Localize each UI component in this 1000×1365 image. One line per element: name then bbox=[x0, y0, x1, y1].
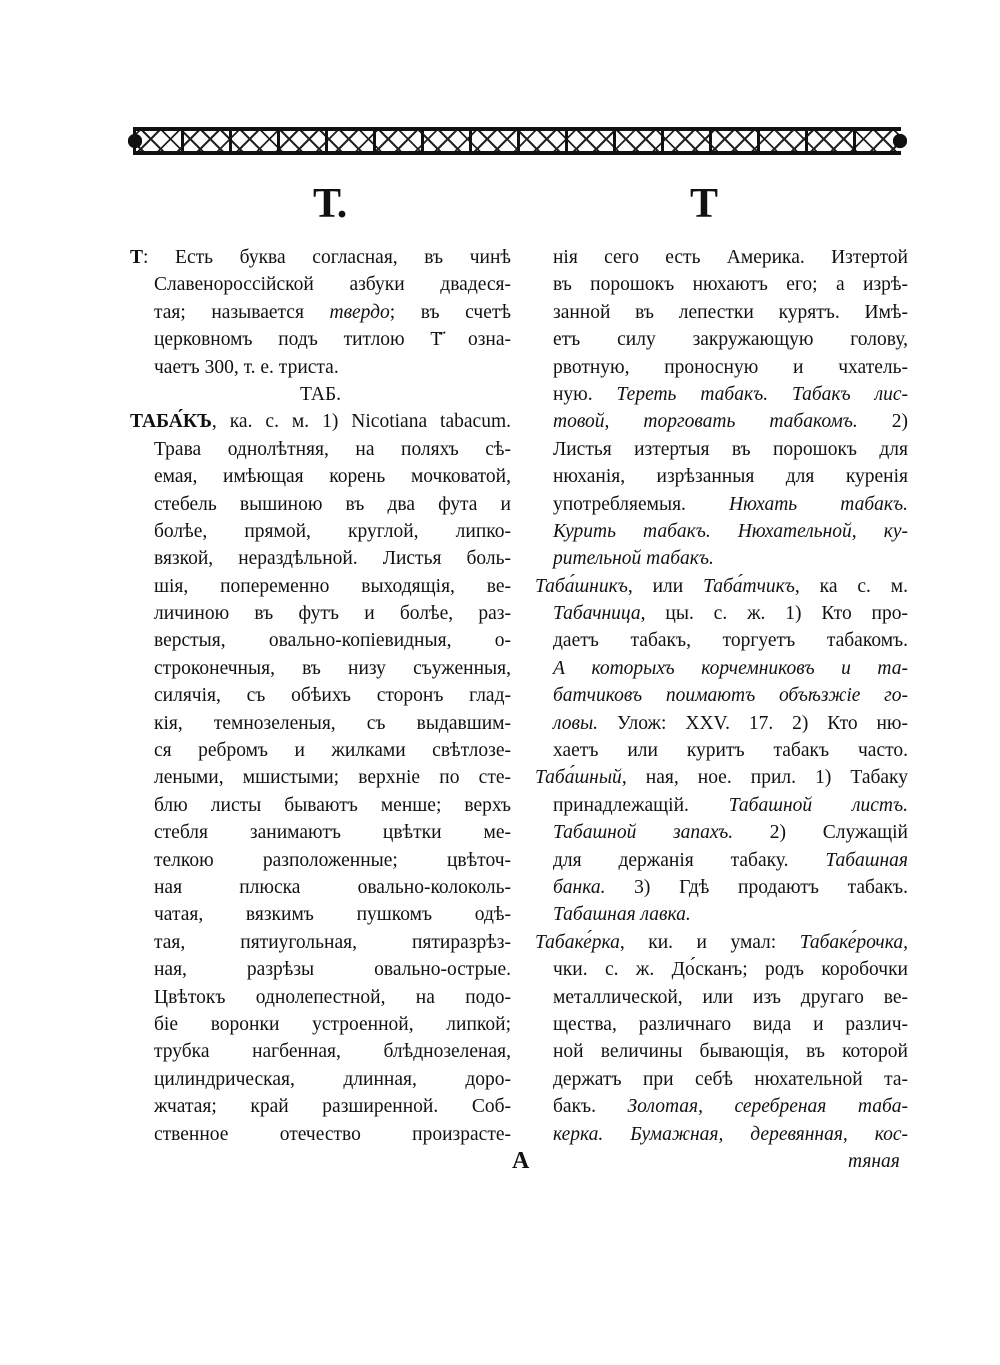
italic-example: ловы. bbox=[553, 712, 599, 734]
text-run: ной величины бывающія, въ которой bbox=[553, 1041, 908, 1063]
text-line bbox=[130, 271, 511, 298]
italic-example: батчиковъ поимаютъ объѣзжіе го- bbox=[553, 685, 908, 707]
italic-example: Таба́тчикъ bbox=[703, 575, 795, 597]
text-line bbox=[535, 436, 908, 463]
text-line bbox=[535, 381, 908, 408]
text-line bbox=[535, 737, 908, 764]
text-run: чатая, вязкимъ пушкомъ одѣ- bbox=[154, 904, 511, 926]
text-run: Славенороссійской азбуки двадеся- bbox=[154, 274, 511, 296]
text-line bbox=[130, 956, 511, 983]
italic-example: Табашной запахъ. bbox=[553, 822, 734, 844]
text-run: 3) Гдѣ продаютъ табакъ. bbox=[605, 876, 908, 898]
text-run: Листья изтертыя въ порошокъ для bbox=[553, 438, 908, 460]
text-run: , bbox=[604, 411, 644, 433]
text-run: нюханія, изрѣзанныя для куренія bbox=[553, 466, 908, 488]
text-line bbox=[130, 491, 511, 518]
text-run: занной въ лепестки курятъ. Имѣ- bbox=[553, 301, 908, 323]
text-line bbox=[130, 901, 511, 928]
text-run: ТАБ. bbox=[299, 383, 342, 405]
text-line bbox=[130, 326, 511, 353]
text-run: шія, попеременно выходящія, ве- bbox=[154, 575, 511, 597]
text-run: , ки. и умал: bbox=[619, 931, 800, 953]
italic-example: Табашной листъ. bbox=[728, 794, 908, 816]
text-line bbox=[130, 600, 511, 627]
text-run: бакъ. bbox=[553, 1096, 628, 1118]
text-run: вязкой, нераздѣльной. Листья боль- bbox=[154, 548, 511, 570]
italic-example: рительной табакъ. bbox=[553, 548, 714, 570]
text-line bbox=[130, 545, 511, 572]
text-run: 2) bbox=[857, 411, 909, 433]
text-run: ственное отечество произрасте- bbox=[154, 1123, 511, 1145]
text-run: етъ силу закружающую голову, bbox=[553, 329, 908, 351]
text-run: , ка с. м. bbox=[794, 575, 908, 597]
text-run: , или bbox=[627, 575, 704, 597]
text-line bbox=[130, 847, 511, 874]
text-run: : Есть буква согласная, въ чинѣ bbox=[143, 247, 511, 268]
text-line bbox=[130, 792, 511, 819]
text-run: кія, темнозеленыя, съ выдавшим- bbox=[154, 712, 511, 734]
text-run: трубка нагбенная, блѣднозеленая, bbox=[154, 1041, 511, 1063]
italic-example: Тереть табакъ. Табакъ лис- bbox=[616, 383, 908, 405]
ornament-end-right bbox=[893, 125, 907, 157]
headword: Т bbox=[130, 247, 144, 268]
text-line bbox=[130, 436, 511, 463]
italic-example: Табашная bbox=[825, 849, 908, 871]
italic-example: Курить табакъ. Нюхательной, ку- bbox=[553, 520, 908, 542]
text-run: принадлежащій. bbox=[553, 794, 729, 816]
text-line bbox=[535, 682, 908, 709]
text-line bbox=[130, 1011, 511, 1038]
italic-example: товой bbox=[553, 411, 605, 433]
signature-mark: А bbox=[512, 1148, 530, 1174]
ornament-end-left bbox=[128, 125, 142, 157]
text-line bbox=[535, 408, 908, 435]
text-line bbox=[130, 463, 511, 490]
text-line bbox=[130, 874, 511, 901]
text-line bbox=[535, 1011, 908, 1038]
text-line bbox=[535, 463, 908, 490]
text-run: употребляемыя. bbox=[553, 493, 730, 515]
text-line bbox=[535, 518, 908, 545]
italic-example: Золотая, серебреная таба- bbox=[627, 1096, 908, 1118]
text-line bbox=[130, 764, 511, 791]
text-run: ную. bbox=[553, 383, 617, 405]
left-column bbox=[130, 244, 511, 1148]
text-line bbox=[130, 627, 511, 654]
text-line bbox=[535, 244, 908, 271]
text-run: ная плюска овально-колоколь- bbox=[154, 876, 511, 898]
text-run: жчатая; край разширенной. Соб- bbox=[154, 1096, 511, 1118]
text-line bbox=[130, 1038, 511, 1065]
text-run: чаетъ 300, т. е. триста. bbox=[154, 356, 339, 378]
text-line bbox=[535, 956, 908, 983]
text-run: для держанія табаку. bbox=[553, 849, 826, 871]
italic-example: керка. Бумажная, деревянная, кос- bbox=[553, 1123, 908, 1145]
text-line bbox=[130, 682, 511, 709]
text-line bbox=[535, 929, 908, 956]
text-line bbox=[535, 573, 908, 600]
italic-example: Таба́шный bbox=[535, 767, 622, 789]
text-run: тая; называется bbox=[154, 301, 330, 323]
text-run: ся ребромъ и жилками свѣтлозе- bbox=[154, 740, 511, 762]
catchword: тяная bbox=[848, 1151, 900, 1172]
text-run: блю листы бываютъ менше; верхъ bbox=[154, 794, 511, 816]
text-run: хаетъ или куритъ табакъ часто. bbox=[553, 740, 908, 762]
text-line bbox=[535, 655, 908, 682]
text-line bbox=[130, 1121, 511, 1148]
italic-example: торговать табакомъ. bbox=[643, 411, 858, 433]
text-run: верстыя, овально-копіевидныя, о- bbox=[154, 630, 511, 652]
text-run: металлической, или изъ другаго ве- bbox=[553, 986, 908, 1008]
text-line bbox=[535, 901, 908, 928]
text-line bbox=[535, 326, 908, 353]
text-line bbox=[535, 627, 908, 654]
running-head-right: Т bbox=[690, 181, 719, 227]
text-run: болѣе, прямой, круглой, липко- bbox=[154, 520, 511, 542]
text-run: емая, имѣющая корень мочковатой, bbox=[154, 466, 511, 488]
text-line bbox=[535, 491, 908, 518]
italic-example: Таба́шникъ bbox=[535, 575, 628, 597]
text-line bbox=[535, 354, 908, 381]
text-line bbox=[535, 764, 908, 791]
text-run: Улож: XXV. 17. 2) Кто ню- bbox=[598, 712, 908, 734]
text-run: рвотную, проносную и чхатель- bbox=[553, 356, 908, 378]
text-run: Трава однолѣтняя, на поляхъ сѣ- bbox=[154, 438, 511, 460]
text-run: ная, разрѣзы овально-острые. bbox=[154, 959, 511, 981]
italic-example: Табаке́рочка, bbox=[799, 931, 908, 953]
text-line bbox=[130, 737, 511, 764]
text-line bbox=[130, 518, 511, 545]
text-line bbox=[535, 1093, 908, 1120]
italic-example: Табашная лавка. bbox=[553, 904, 691, 926]
text-run: 2) Служащій bbox=[733, 822, 908, 844]
text-line bbox=[130, 1066, 511, 1093]
text-line bbox=[130, 710, 511, 737]
text-line bbox=[130, 244, 511, 271]
text-line bbox=[130, 381, 511, 408]
header-ornament-band bbox=[133, 127, 901, 155]
text-line bbox=[130, 929, 511, 956]
text-run: стебель вышиною въ два фута и bbox=[154, 493, 511, 515]
text-run: церковномъ подъ титлою Т҃ озна- bbox=[154, 329, 511, 351]
text-line bbox=[130, 573, 511, 600]
text-line bbox=[535, 874, 908, 901]
text-run: въ порошокъ нюхаютъ его; а изрѣ- bbox=[553, 274, 908, 296]
italic-example: банка. bbox=[553, 876, 606, 898]
text-line bbox=[535, 792, 908, 819]
text-line bbox=[130, 299, 511, 326]
text-line bbox=[130, 984, 511, 1011]
text-line bbox=[535, 299, 908, 326]
text-line bbox=[535, 984, 908, 1011]
text-line bbox=[535, 710, 908, 737]
text-run: телкою разположенные; цвѣточ- bbox=[154, 849, 511, 871]
text-run: , ка. с. м. 1) Nicotiana tabacum. bbox=[211, 411, 511, 433]
text-run: личиною въ футъ и болѣе, раз- bbox=[154, 603, 511, 625]
text-run: цилиндрическая, длинная, доро- bbox=[154, 1068, 511, 1090]
italic-example: Нюхать табакъ. bbox=[729, 493, 909, 515]
text-line bbox=[535, 1121, 908, 1148]
italic-example: А которыхъ корчемниковъ и та- bbox=[553, 657, 908, 679]
text-line bbox=[535, 600, 908, 627]
text-run: стебля занимаютъ цвѣтки ме- bbox=[154, 822, 511, 844]
text-line bbox=[535, 847, 908, 874]
text-run: строконечныя, въ низу съуженныя, bbox=[154, 657, 511, 679]
text-run: силячія, съ обѣихъ сторонъ глад- bbox=[154, 685, 511, 707]
text-run: леными, мшистыми; верхніе по сте- bbox=[154, 767, 511, 789]
text-line bbox=[130, 1093, 511, 1120]
text-line bbox=[535, 1066, 908, 1093]
text-line bbox=[130, 655, 511, 682]
italic-example: твердо bbox=[329, 301, 390, 323]
text-run: держатъ при себѣ нюхательной та- bbox=[553, 1068, 908, 1090]
text-line bbox=[535, 819, 908, 846]
text-run: , цы. с. ж. 1) Кто про- bbox=[640, 603, 908, 625]
text-run: чки. с. ж. До́сканъ; родъ коробочки bbox=[553, 959, 908, 981]
text-line bbox=[535, 545, 908, 572]
italic-example: Табачница bbox=[553, 603, 641, 625]
text-run: , ная, ное. прил. 1) Табаку bbox=[621, 767, 908, 789]
right-column bbox=[535, 244, 908, 1148]
text-line bbox=[130, 408, 511, 435]
text-run: тая, пятиугольная, пятиразрѣз- bbox=[154, 931, 511, 953]
text-run: даетъ табакъ, торгуетъ табакомъ. bbox=[553, 630, 908, 652]
text-run: Цвѣтокъ однолепестной, на подо- bbox=[154, 986, 511, 1008]
headword: ТАБА́КЪ bbox=[130, 411, 212, 433]
text-line bbox=[535, 1038, 908, 1065]
text-run: ; въ счетѣ bbox=[389, 301, 511, 323]
text-line bbox=[130, 354, 511, 381]
text-line bbox=[535, 271, 908, 298]
text-run: біе воронки устроенной, липкой; bbox=[154, 1013, 511, 1035]
text-run: щества, различнаго вида и различ- bbox=[553, 1013, 908, 1035]
text-run: нія сего есть Америка. Изтертой bbox=[553, 247, 908, 268]
text-line bbox=[130, 819, 511, 846]
italic-example: Табаке́рка bbox=[535, 931, 620, 953]
running-head-left: Т. bbox=[313, 181, 348, 227]
